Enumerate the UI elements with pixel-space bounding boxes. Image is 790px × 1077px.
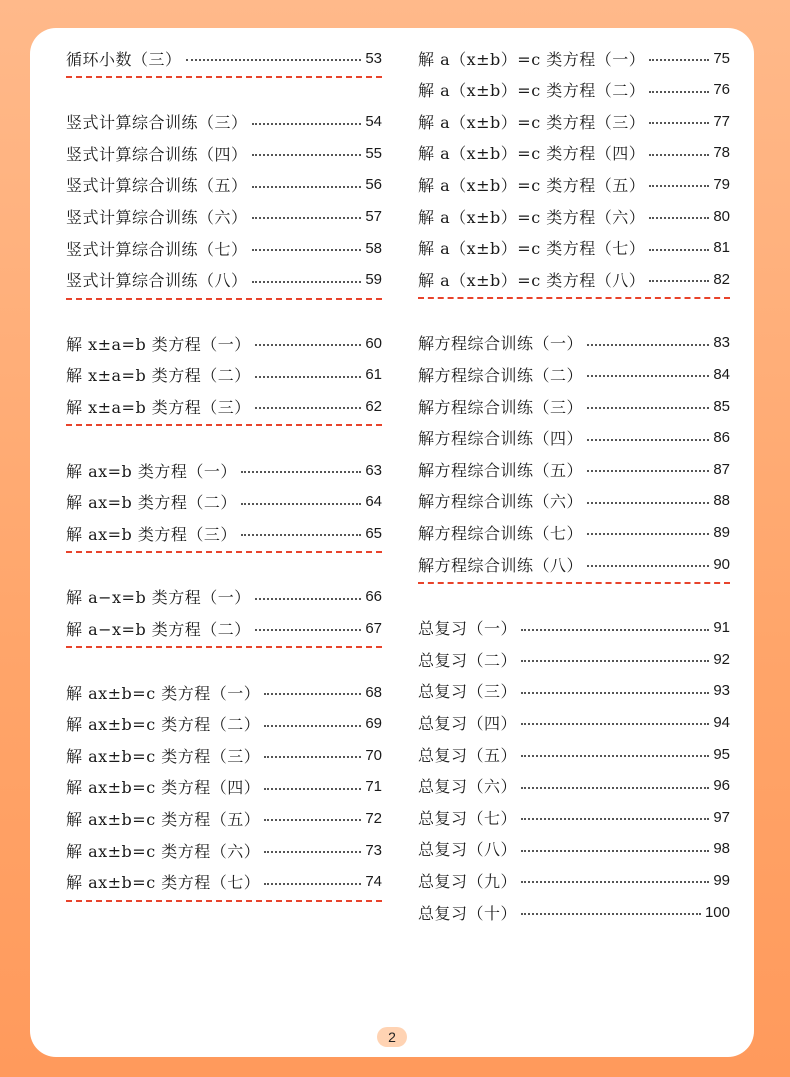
toc-entry-title: 总复习（十）	[418, 903, 518, 923]
toc-entry-title: 解 ax±b=c 类方程（二）	[66, 715, 261, 735]
toc-entry[interactable]	[418, 457, 730, 481]
toc-entry-page: 79	[713, 175, 730, 193]
toc-entry[interactable]	[418, 236, 730, 260]
dot-leader	[264, 883, 361, 885]
dot-leader	[255, 598, 362, 600]
dot-leader	[264, 725, 361, 727]
toc-entry-title: 解方程综合训练（七）	[418, 523, 584, 543]
dot-leader	[521, 723, 709, 725]
toc-entry-title: 解方程综合训练（三）	[418, 397, 584, 417]
toc-entry-title: 总复习（一）	[418, 619, 518, 639]
dot-leader	[587, 439, 709, 441]
toc-entry[interactable]	[66, 141, 382, 165]
toc-entry-page: 67	[365, 619, 382, 637]
dot-leader	[521, 629, 709, 631]
dot-leader	[255, 344, 362, 346]
toc-entry[interactable]	[418, 426, 730, 450]
toc-entry-page: 77	[713, 112, 730, 130]
page-number-badge: 2	[377, 1027, 407, 1047]
toc-entry-title: 解 a−x=b 类方程（二）	[66, 619, 251, 639]
toc-entry-title: 解 x±a=b 类方程（二）	[66, 366, 251, 386]
toc-entry-title: 总复习（八）	[418, 840, 518, 860]
toc-entry-title: 解方程综合训练（八）	[418, 555, 584, 575]
toc-entry-page: 69	[365, 715, 382, 733]
toc-entry-title: 总复习（七）	[418, 808, 518, 828]
dot-leader	[587, 470, 709, 472]
toc-entry-title: 总复习（九）	[418, 871, 518, 891]
toc-entry-page: 90	[713, 555, 730, 573]
toc-entry[interactable]	[418, 362, 730, 386]
toc-entry-title: 竖式计算综合训练（七）	[66, 239, 248, 259]
toc-entry[interactable]	[66, 46, 382, 70]
toc-entry[interactable]	[418, 141, 730, 165]
toc-entry-title: 竖式计算综合训练（六）	[66, 207, 248, 227]
toc-entry[interactable]	[66, 806, 382, 830]
toc-entry[interactable]	[418, 489, 730, 513]
dot-leader	[264, 851, 361, 853]
toc-entry[interactable]	[66, 110, 382, 134]
section-divider	[418, 297, 730, 299]
toc-entry-page: 80	[713, 207, 730, 225]
toc-entry[interactable]	[66, 331, 382, 355]
toc-entry-page: 93	[713, 682, 730, 700]
toc-entry-page: 61	[365, 366, 382, 384]
section-divider	[66, 900, 382, 902]
toc-entry[interactable]	[418, 679, 730, 703]
dot-leader	[521, 755, 709, 757]
toc-entry-page: 74	[365, 873, 382, 891]
toc-entry-title: 竖式计算综合训练（三）	[66, 113, 248, 133]
toc-entry[interactable]	[418, 204, 730, 228]
dot-leader	[252, 217, 362, 219]
toc-entry-page: 54	[365, 113, 382, 131]
toc-entry-title: 解 a（x±b）=c 类方程（六）	[418, 207, 646, 227]
toc-entry-title: 解 ax=b 类方程（二）	[66, 493, 237, 513]
toc-entry-page: 75	[713, 49, 730, 67]
dot-leader	[255, 407, 362, 409]
dot-leader	[587, 502, 709, 504]
dot-leader	[587, 344, 709, 346]
toc-entry[interactable]	[66, 363, 382, 387]
toc-entry-page: 76	[713, 81, 730, 99]
toc-entry-title: 竖式计算综合训练（八）	[66, 271, 248, 291]
toc-entry[interactable]	[66, 490, 382, 514]
toc-entry-title: 解 ax±b=c 类方程（四）	[66, 778, 261, 798]
toc-entry[interactable]	[418, 616, 730, 640]
dot-leader	[264, 819, 361, 821]
dot-leader	[649, 280, 709, 282]
toc-entry-page: 62	[365, 397, 382, 415]
toc-entry-title: 总复习（五）	[418, 745, 518, 765]
toc-entry-page: 63	[365, 461, 382, 479]
toc-entry-page: 60	[365, 334, 382, 352]
toc-entry-page: 56	[365, 176, 382, 194]
dot-leader	[649, 249, 709, 251]
toc-entry[interactable]	[66, 870, 382, 894]
toc-entry[interactable]	[418, 331, 730, 355]
toc-entry-page: 53	[365, 49, 382, 67]
dot-leader	[255, 376, 362, 378]
toc-entry-title: 解 x±a=b 类方程（三）	[66, 397, 251, 417]
toc-entry-title: 解 a−x=b 类方程（一）	[66, 588, 251, 608]
dot-leader	[255, 629, 362, 631]
toc-entry-page: 78	[713, 144, 730, 162]
toc-entry-title: 解方程综合训练（六）	[418, 492, 584, 512]
toc-entry[interactable]	[418, 710, 730, 734]
dot-leader	[264, 693, 361, 695]
toc-entry[interactable]	[418, 267, 730, 291]
toc-entry[interactable]	[66, 394, 382, 418]
toc-entry-page: 68	[365, 683, 382, 701]
toc-entry[interactable]	[66, 521, 382, 545]
dot-leader	[587, 375, 709, 377]
toc-entry[interactable]	[66, 173, 382, 197]
toc-entry-page: 65	[365, 524, 382, 542]
toc-entry-page: 84	[713, 365, 730, 383]
toc-entry[interactable]	[418, 394, 730, 418]
toc-entry-title: 解 a（x±b）=c 类方程（三）	[418, 112, 646, 132]
toc-entry-title: 解 ax±b=c 类方程（七）	[66, 873, 261, 893]
toc-entry-page: 91	[713, 619, 730, 637]
toc-entry[interactable]	[418, 46, 730, 70]
toc-entry-title: 解方程综合训练（五）	[418, 460, 584, 480]
section-divider	[66, 76, 382, 78]
toc-entry-page: 92	[713, 650, 730, 668]
toc-entry-title: 总复习（六）	[418, 777, 518, 797]
dot-leader	[649, 91, 709, 93]
section-divider	[66, 646, 382, 648]
dot-leader	[241, 503, 361, 505]
dot-leader	[649, 185, 709, 187]
toc-entry-title: 总复习（四）	[418, 713, 518, 733]
dot-leader	[264, 756, 361, 758]
toc-entry[interactable]	[66, 268, 382, 292]
toc-entry-page: 83	[713, 334, 730, 352]
toc-entry-title: 解 ax=b 类方程（一）	[66, 461, 237, 481]
toc-entry-page: 70	[365, 746, 382, 764]
section-divider	[66, 551, 382, 553]
dot-leader	[587, 533, 709, 535]
toc-entry[interactable]	[418, 552, 730, 576]
toc-entry-title: 解方程综合训练（四）	[418, 429, 584, 449]
toc-entry[interactable]	[66, 775, 382, 799]
toc-entry[interactable]	[418, 172, 730, 196]
toc-entry-page: 55	[365, 144, 382, 162]
toc-entry[interactable]	[66, 712, 382, 736]
dot-leader	[186, 59, 362, 61]
toc-entry-page: 94	[713, 713, 730, 731]
toc-entry-title: 竖式计算综合训练（四）	[66, 144, 248, 164]
toc-entry-page: 96	[713, 777, 730, 795]
toc-entry-page: 82	[713, 270, 730, 288]
toc-entry[interactable]	[418, 774, 730, 798]
toc-entry-page: 89	[713, 523, 730, 541]
toc-card	[30, 28, 754, 1057]
dot-leader	[241, 471, 361, 473]
toc-entry-page: 57	[365, 207, 382, 225]
toc-entry-title: 解 a（x±b）=c 类方程（五）	[418, 175, 646, 195]
toc-entry-page: 66	[365, 588, 382, 606]
toc-entry-page: 72	[365, 809, 382, 827]
toc-entry-title: 解 a（x±b）=c 类方程（八）	[418, 270, 646, 290]
toc-entry-title: 循环小数（三）	[66, 49, 182, 69]
toc-entry-title: 总复习（二）	[418, 650, 518, 670]
toc-entry-title: 解方程综合训练（二）	[418, 365, 584, 385]
dot-leader	[649, 217, 709, 219]
toc-entry[interactable]	[418, 647, 730, 671]
dot-leader	[521, 913, 701, 915]
toc-entry-title: 解 ax±b=c 类方程（五）	[66, 809, 261, 829]
dot-leader	[521, 881, 709, 883]
toc-entry-page: 88	[713, 492, 730, 510]
toc-entry[interactable]	[66, 204, 382, 228]
toc-entry-page: 59	[365, 271, 382, 289]
toc-entry-page: 71	[365, 778, 382, 796]
section-divider	[66, 424, 382, 426]
toc-entry[interactable]	[418, 520, 730, 544]
toc-entry-page: 86	[713, 429, 730, 447]
dot-leader	[587, 565, 709, 567]
toc-entry-page: 87	[713, 460, 730, 478]
toc-entry[interactable]	[418, 805, 730, 829]
toc-entry[interactable]	[66, 458, 382, 482]
dot-leader	[521, 850, 709, 852]
dot-leader	[252, 249, 362, 251]
toc-entry-title: 解 a（x±b）=c 类方程（二）	[418, 81, 646, 101]
toc-entry-page: 85	[713, 397, 730, 415]
toc-entry-title: 解方程综合训练（一）	[418, 334, 584, 354]
dot-leader	[649, 122, 709, 124]
dot-leader	[521, 692, 709, 694]
dot-leader	[252, 123, 362, 125]
dot-leader	[252, 154, 362, 156]
dot-leader	[649, 154, 709, 156]
toc-entry-page: 95	[713, 745, 730, 763]
toc-entry-title: 解 ax±b=c 类方程（一）	[66, 683, 261, 703]
toc-entry-title: 解 ax=b 类方程（三）	[66, 524, 237, 544]
toc-entry-page: 58	[365, 239, 382, 257]
toc-entry-page: 99	[713, 871, 730, 889]
dot-leader	[521, 818, 709, 820]
toc-entry-title: 解 a（x±b）=c 类方程（四）	[418, 144, 646, 164]
section-divider	[418, 582, 730, 584]
toc-entry[interactable]	[66, 680, 382, 704]
dot-leader	[252, 186, 362, 188]
dot-leader	[241, 534, 361, 536]
toc-entry[interactable]	[418, 900, 730, 924]
toc-entry[interactable]	[66, 585, 382, 609]
toc-entry-title: 竖式计算综合训练（五）	[66, 176, 248, 196]
toc-entry[interactable]	[418, 109, 730, 133]
dot-leader	[521, 660, 709, 662]
dot-leader	[264, 788, 361, 790]
toc-entry-title: 解 x±a=b 类方程（一）	[66, 334, 251, 354]
toc-entry-title: 解 a（x±b）=c 类方程（一）	[418, 49, 646, 69]
toc-entry[interactable]	[66, 838, 382, 862]
dot-leader	[252, 281, 362, 283]
toc-entry-page: 100	[704, 903, 730, 921]
toc-entry-page: 73	[365, 841, 382, 859]
toc-entry-title: 解 ax±b=c 类方程（六）	[66, 841, 261, 861]
toc-entry[interactable]	[66, 743, 382, 767]
toc-entry-page: 97	[713, 808, 730, 826]
toc-entry[interactable]	[418, 868, 730, 892]
dot-leader	[587, 407, 709, 409]
toc-entry[interactable]	[418, 78, 730, 102]
toc-entry[interactable]	[418, 837, 730, 861]
toc-entry-page: 98	[713, 840, 730, 858]
toc-entry[interactable]	[66, 616, 382, 640]
section-divider	[66, 298, 382, 300]
toc-entry-title: 解 a（x±b）=c 类方程（七）	[418, 239, 646, 259]
dot-leader	[521, 787, 709, 789]
toc-entry-title: 总复习（三）	[418, 682, 518, 702]
toc-entry[interactable]	[66, 236, 382, 260]
toc-entry-page: 81	[713, 239, 730, 257]
toc-entry-page: 64	[365, 493, 382, 511]
dot-leader	[649, 59, 709, 61]
toc-entry[interactable]	[418, 742, 730, 766]
toc-entry-title: 解 ax±b=c 类方程（三）	[66, 746, 261, 766]
